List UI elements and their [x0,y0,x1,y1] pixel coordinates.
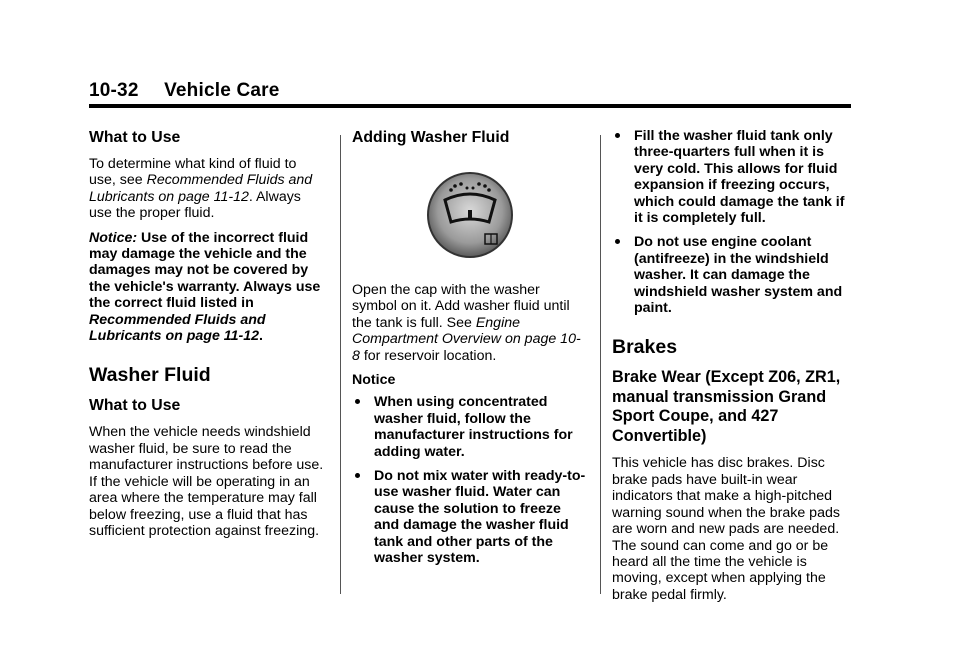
notice-heading: Notice [352,372,396,389]
list-item-text: Do not mix water with ready-to-use washer fluid. Water can cause the solution to freeze and damage the washer fluid tank and other parts of the washer system. [374,468,586,567]
list-item [612,128,852,226]
list-item-text: Do not use engine coolant (antifreeze) in the windshield washer. It can damage the windshield washer system and paint. [634,234,843,317]
heading-what-to-use: What to Use [89,129,181,146]
page-header [89,80,280,102]
notice-paragraph [89,230,327,345]
washer-icon-container [352,156,588,274]
column-1 [89,128,327,547]
notice-list-continued [612,128,852,316]
list-item-text: When using concentrated washer fluid, follow the manufacturer instructions for adding water. [374,394,573,460]
list-item [352,394,588,460]
column-3 [612,128,852,611]
paragraph-washer-fluid: When the vehicle needs windshield washer fluid, be sure to read the manufacturer instructions before use. If the vehicle will be operating in an area where the temperature may fall below freezing, use a fluid that has sufficient protection against freezing. [89,424,324,539]
notice-label: Notice: [89,229,138,246]
section-title: Vehicle Care [164,80,280,101]
text: Open the cap with the washer symbol on it. Add washer fluid until the tank is full. See [352,282,570,331]
heading-what-to-use-2: What to Use [89,397,181,415]
list-item [612,234,852,316]
text: To determine what kind of fluid to use, see [89,156,297,189]
washer-fluid-symbol-icon [425,170,515,260]
list-item-text: Fill the washer fluid tank only three-quarters full when it is very cold. This allows for fluid expansion if freezing occurs, which could damage the tank if it is completely full. [634,128,845,227]
bullet-icon [615,133,620,138]
column-divider-1 [340,135,341,594]
paragraph-adding-fluid [352,282,588,364]
heading-brakes: Brakes [612,336,678,359]
bullet-icon [355,473,360,478]
text: for reservoir location. [359,347,497,364]
bullet-icon [355,399,360,404]
column-2 [352,128,588,575]
notice-text: Use of the incorrect fluid may damage the vehicle and the damages may not be covered by the vehicle's warranty. Always use the correct fluid listed in [89,229,321,312]
notice-list [352,394,588,566]
header-rule [89,104,851,108]
cross-reference: Engine Compartment Overview on page 10-8 [352,314,581,364]
paragraph-fluid-type [89,156,327,222]
cross-reference: Recommended Fluids and Lubricants on page 11-12 [89,311,266,345]
heading-washer-fluid: Washer Fluid [89,364,211,387]
heading-brake-wear: Brake Wear (Except Z06, ZR1, manual transmission Grand Sport Coupe, and 427 Convertible) [612,368,841,445]
text: . [259,328,263,345]
page-number: 10-32 [89,80,139,101]
bullet-icon [615,239,620,244]
heading-adding-washer-fluid: Adding Washer Fluid [352,129,510,146]
paragraph-brake-wear: This vehicle has disc brakes. Disc brake pads have built-in wear indicators that make a high-pitched warning sound when the brake pads are worn and new pads are needed. The sound can come and go or be heard all the time the vehicle is moving, except when applying the brake pedal firmly. [612,455,840,603]
list-item [352,468,588,566]
text: . Always use the proper fluid. [89,188,301,222]
cross-reference: Recommended Fluids and Lubricants on page 11-12 [89,172,313,205]
column-divider-2 [600,135,601,594]
